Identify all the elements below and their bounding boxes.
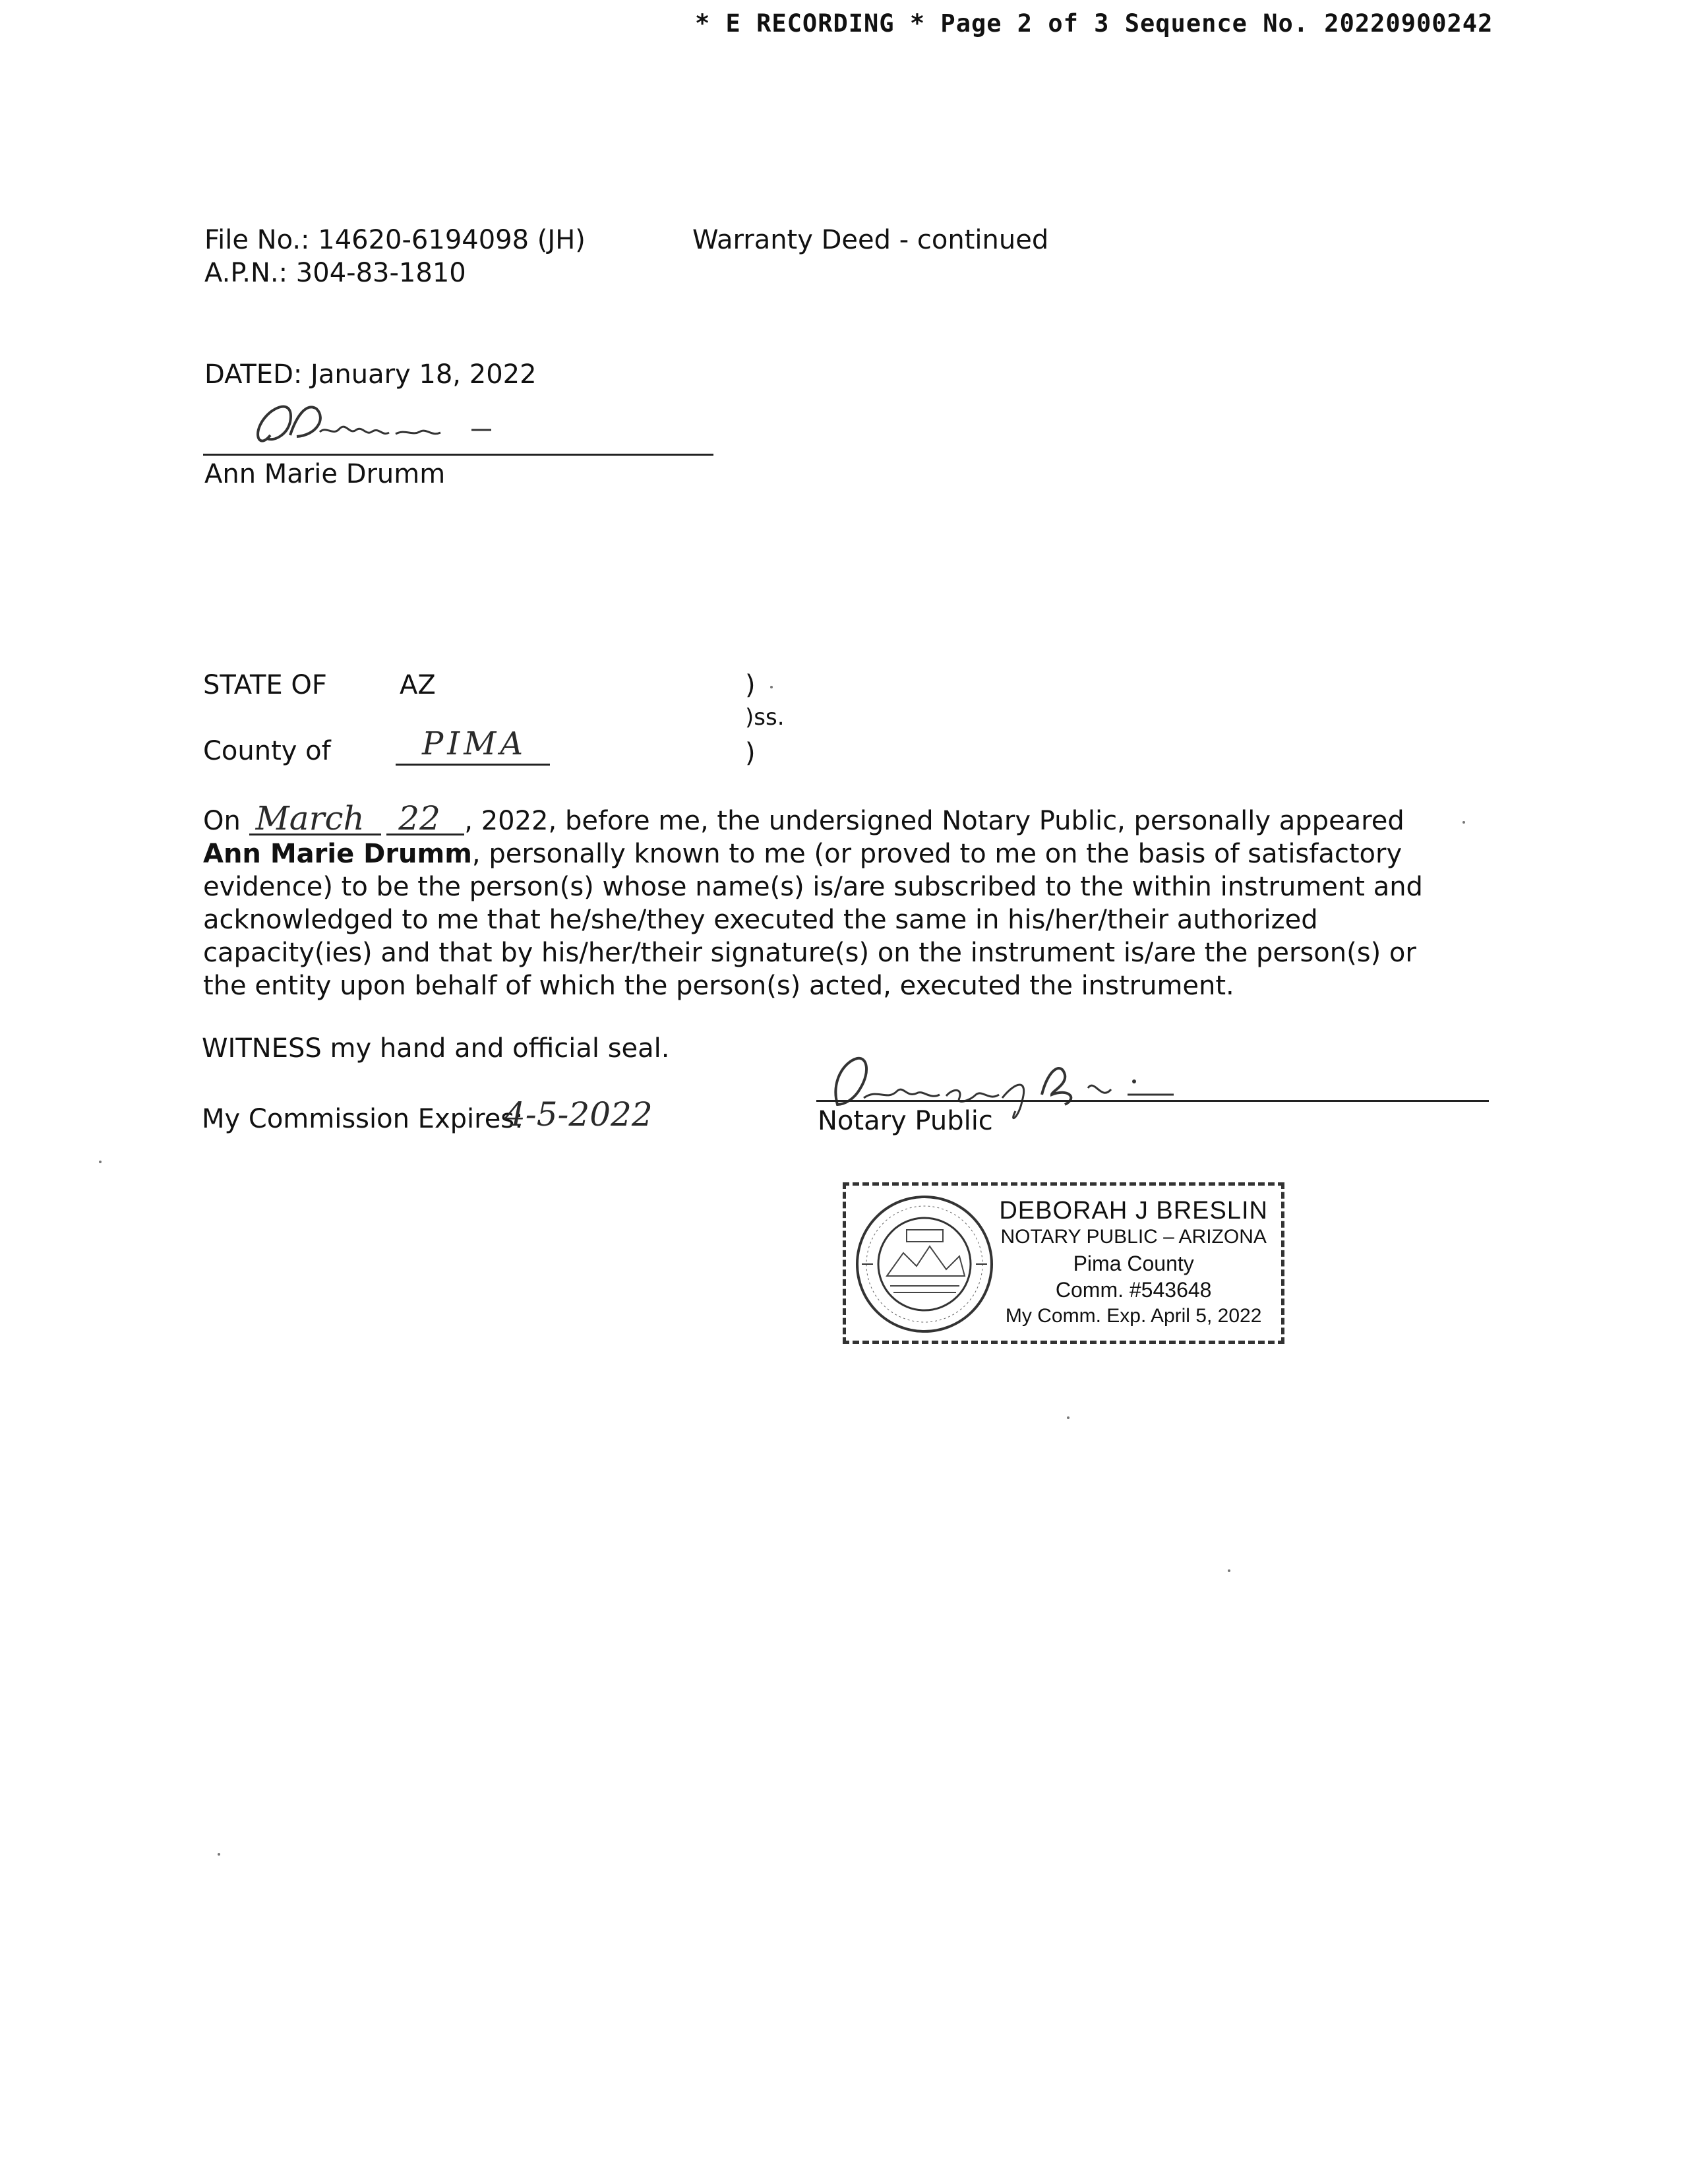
scan-speck xyxy=(1462,821,1465,824)
paren-bottom: ) xyxy=(745,738,756,768)
state-label: STATE OF xyxy=(203,670,327,700)
ack-text-body: , personally known to me (or proved to me on the basis of satisfactory evidence) to be the person(s) whose name(s) is/are subscribed to the within instrument and acknowledged to me that he/she/they executed the same in his/her/their authorized capacity(ies) and that by his/her/their signature(s) on the instrument is/are the person(s) or the entity upon behalf of which the person(s) acted, executed the instrument. xyxy=(203,839,1423,1001)
stamp-notary-name: DEBORAH J BRESLIN xyxy=(999,1197,1268,1225)
stamp-notary-title: NOTARY PUBLIC – ARIZONA xyxy=(1000,1226,1267,1248)
acknowledgment-paragraph xyxy=(203,799,1456,1002)
ack-month-handwritten: March xyxy=(249,803,381,835)
arizona-seal xyxy=(854,1194,996,1335)
notary-public-label: Notary Public xyxy=(818,1106,993,1136)
county-underline xyxy=(396,764,550,766)
apn: A.P.N.: 304-83-1810 xyxy=(204,258,466,288)
state-value: AZ xyxy=(400,670,436,700)
scan-speck xyxy=(1228,1569,1230,1572)
stamp-comm-expiration: My Comm. Exp. April 5, 2022 xyxy=(1005,1305,1262,1327)
ack-day-handwritten: 22 xyxy=(386,803,464,835)
paren-ss: )ss. xyxy=(745,704,785,731)
paren-top: ) xyxy=(745,670,756,700)
dated-line: DATED: January 18, 2022 xyxy=(204,359,537,390)
witness-line: WITNESS my hand and official seal. xyxy=(202,1033,670,1064)
scan-speck xyxy=(99,1161,102,1163)
grantor-name: Ann Marie Drumm xyxy=(204,459,446,489)
ack-prefix: On xyxy=(203,806,241,836)
notary-stamp xyxy=(843,1182,1284,1344)
ack-appeared-name: Ann Marie Drumm xyxy=(203,839,472,869)
county-label: County of xyxy=(203,736,331,766)
commission-date-handwritten: 4-5-2022 xyxy=(504,1095,653,1134)
grantor-signature-line xyxy=(203,454,713,456)
notary-stamp-text xyxy=(999,1198,1268,1329)
scan-speck xyxy=(770,686,773,688)
grantor-signature xyxy=(244,389,521,462)
scan-speck xyxy=(1067,1416,1070,1419)
county-value-handwritten: PIMA xyxy=(422,725,528,762)
recording-header: * E RECORDING * Page 2 of 3 Sequence No. 20220900242 xyxy=(695,9,1493,38)
notary-signature-line xyxy=(816,1100,1489,1102)
scan-speck xyxy=(218,1853,220,1856)
file-number: File No.: 14620-6194098 (JH) xyxy=(204,225,586,255)
ack-text-after-date: , 2022, before me, the undersigned Notary Public, personally appeared xyxy=(464,806,1404,836)
stamp-county: Pima County xyxy=(1073,1252,1194,1275)
commission-label: My Commission Expires: xyxy=(202,1104,524,1134)
stamp-comm-number: Comm. #543648 xyxy=(1055,1278,1212,1302)
document-title: Warranty Deed - continued xyxy=(692,225,1049,255)
